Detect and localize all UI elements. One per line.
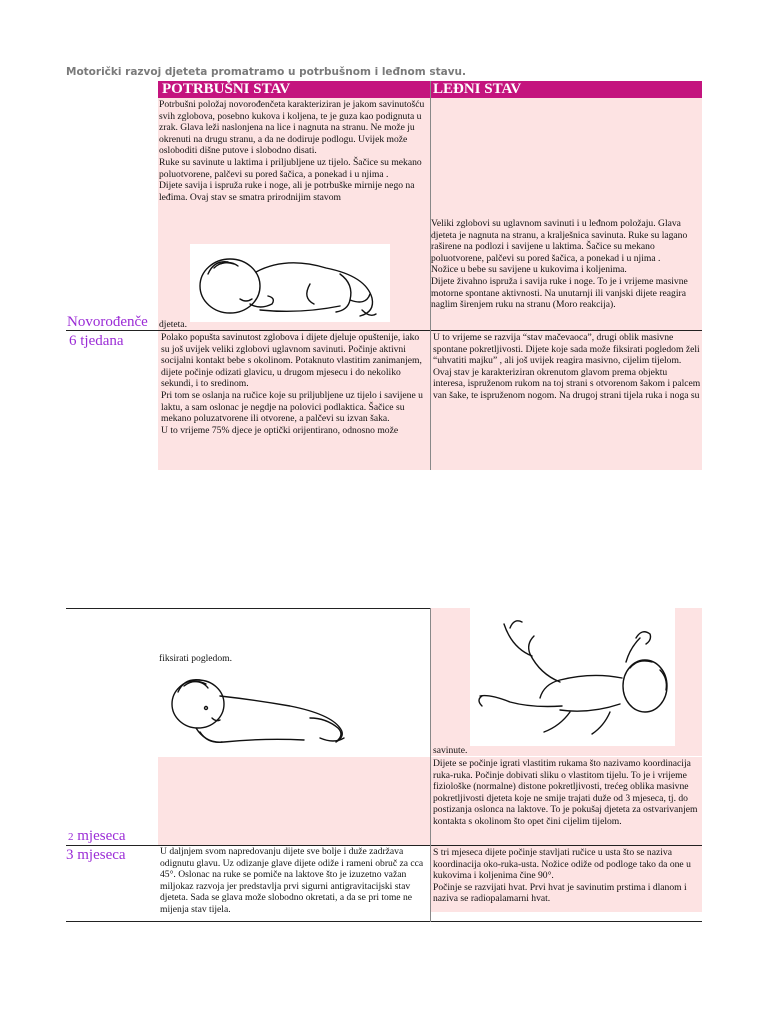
newborn-prone-p3: Dijete savija i ispruža ruke i noge, ali je potrbuške mirnije nego na leđima. Ovaj stav se smatra prirodnijim stavom xyxy=(159,180,415,203)
six-weeks-prone-illustration xyxy=(160,668,360,752)
six-weeks-prone-p3: U to vrijeme 75% djece je optički orijentirano, odnosno može xyxy=(161,424,399,436)
three-months-supine-text xyxy=(430,847,702,911)
six-weeks-supine-text: U to vrijeme se razvija “stav mačevaoca”, drugi oblik masivne spontane pokretljivosti. Dijete koje sada može fiksirati pogledom želi “uhvatiti majku” , ali još uvijek reagira masivno, cijelim tijelom. Ovaj stav je karakteriziran okrenutom glavom prema objektu interesa, ispruženom rukom na toj strani s otvorenom šakom i palcem van šake, te ispruženom nogom. Na drugoj strani tijela ruka i noga su xyxy=(433,332,701,401)
newborn-prone-p2: Ruke su savinute u laktima i priljubljene uz tijelo. Šačice su mekano poluotvorene, palčevi su pored šačica, a ponekad i u njima . xyxy=(159,156,422,180)
header-prone: POTRBUŠNI STAV xyxy=(158,81,430,98)
six-weeks-prone-p1: Polako popušta savinutost zglobova i dijete djeluje opuštenije, iako su još uvijek veliki zglobovi uglavnom savinuti. Počinje aktivni socijalni kontakt bebe s okolinom. Potaknuto vlastitim zanimanjem, dijete počinje odizati glavicu, u drugom mjesecu i do nekoliko sekundi, i to sredinom. xyxy=(161,332,422,390)
row-divider-1 xyxy=(66,330,702,331)
age-label-two-months xyxy=(68,827,126,847)
table2-bottom-line xyxy=(66,921,702,922)
newborn-prone-tail: djeteta. xyxy=(159,319,187,330)
age-label-three-months: 3 mjeseca xyxy=(66,847,126,863)
header-supine: LEĐNI STAV xyxy=(430,81,702,98)
table2-top-line-left xyxy=(66,608,430,609)
col-divider-1 xyxy=(430,81,431,470)
two-months-prone-bg xyxy=(158,757,430,845)
six-weeks-supine-tail: savinute. xyxy=(433,745,468,756)
six-weeks-supine-illustration xyxy=(470,608,675,746)
newborn-prone-p1: Potrbušni položaj novorođenčeta karakteriziran je jakom savinutošću svih zglobova, posebno kukova i koljena, te je guza kao podignuta u zrak. Glava leži naslonjena na lice i nagnuta na stranu. Ne može ju okrenuti na drugu stranu, a da ne dodiruje podlogu. Uvijek može osloboditi dišne putove i slobodno disati. xyxy=(159,99,425,157)
age-label-six-weeks: 6 tjedana xyxy=(69,333,124,349)
three-months-prone-text: U daljnjem svom napredovanju dijete sve bolje i duže zadržava odignutu glavu. Uz odizanje glave dijete odiže i rameni obruč za cca 45°. Oslonac na ruke se pomiče na laktove što je izuzetno važan miljokaz razvoja jer predstavlja prvi sigurni antigravitacijski stav djeteta. Sada se glava može slobodno okretati, a da se pri tome ne mijenja stav tijela. xyxy=(160,846,424,915)
six-weeks-prone-p2: Pri tom se oslanja na ručice koje su priljubljene uz tijelo i savijene u laktu, a sam oslonac je negdje na polovici podlaktica. Šačice su mekano poluzatvorene ili otvorene, a palčevi su izvan šaka. xyxy=(161,389,423,425)
baby-prone-drawing xyxy=(190,244,390,322)
newborn-supine-p3: Dijete živahno ispruža i savija ruke i noge. To je i vrijeme masivne motorne spontane aktivnosti. Na unutarnji ili vanjski dijete reagira naglim širenjem ruku na stranu (Moro reakcija). xyxy=(431,275,688,311)
baby-head-lift-drawing xyxy=(160,668,360,752)
age-label-newborn: Novorođenče xyxy=(67,314,148,330)
age-label-two-months-word: mjeseca xyxy=(77,828,126,844)
baby-fencer-pose-drawing xyxy=(470,608,675,746)
six-weeks-prone-tail: fiksirati pogledom. xyxy=(159,653,233,664)
col-divider-2 xyxy=(430,608,431,922)
newborn-supine-p1: Veliki zglobovi su uglavnom savinuti i u leđnom položaju. Glava djeteta je nagnuta na stranu, a kralješnica savinuta. Ruke su lagano raširene na podlozi i savijene u laktima. Šačice su mekano poluotvorene, palčevi su pored šačica, a ponekad i u njima . xyxy=(431,218,688,264)
six-weeks-prone-text xyxy=(158,332,430,470)
newborn-supine-text xyxy=(430,218,702,330)
age-label-two-months-num: 2 xyxy=(68,831,74,843)
three-months-supine-p2: Počinje se razvijati hvat. Prvi hvat je savinutim prstima i dlanom i naziva se radiopalamarni hvat. xyxy=(433,881,687,905)
newborn-prone-text xyxy=(158,99,430,239)
three-months-supine-p1: S tri mjeseca dijete počinje stavljati ručice u usta što se naziva koordinacija oko-ruka-usta. Nožice odiže od podloge tako da one u kukovima i koljenima čine 90°. xyxy=(433,847,691,882)
two-months-supine-text: Dijete se počinje igrati vlastitim rukama što nazivamo koordinacija ruka-ruka. Počinje dobivati sliku o vlastitom tijelu. To je i vrijeme fiziološke (normalne) distone pokretljivosti, trećeg oblika masivne pokretljivosti djeteta koje ne smije trajati duže od 3 mjeseca, tj. do postizanja oslonca na laktove. To je pokušaj djeteta za ostvarivanjem kontakta s okolinom što opet čini cijelim tijelom. xyxy=(433,758,698,827)
newborn-prone-illustration xyxy=(190,244,390,322)
intro-text: Motorički razvoj djeteta promatramo u potrbušnom i leđnom stavu. xyxy=(66,66,467,78)
newborn-supine-p2: Nožice u bebe su savijene u kukovima i koljenima. xyxy=(431,264,627,276)
